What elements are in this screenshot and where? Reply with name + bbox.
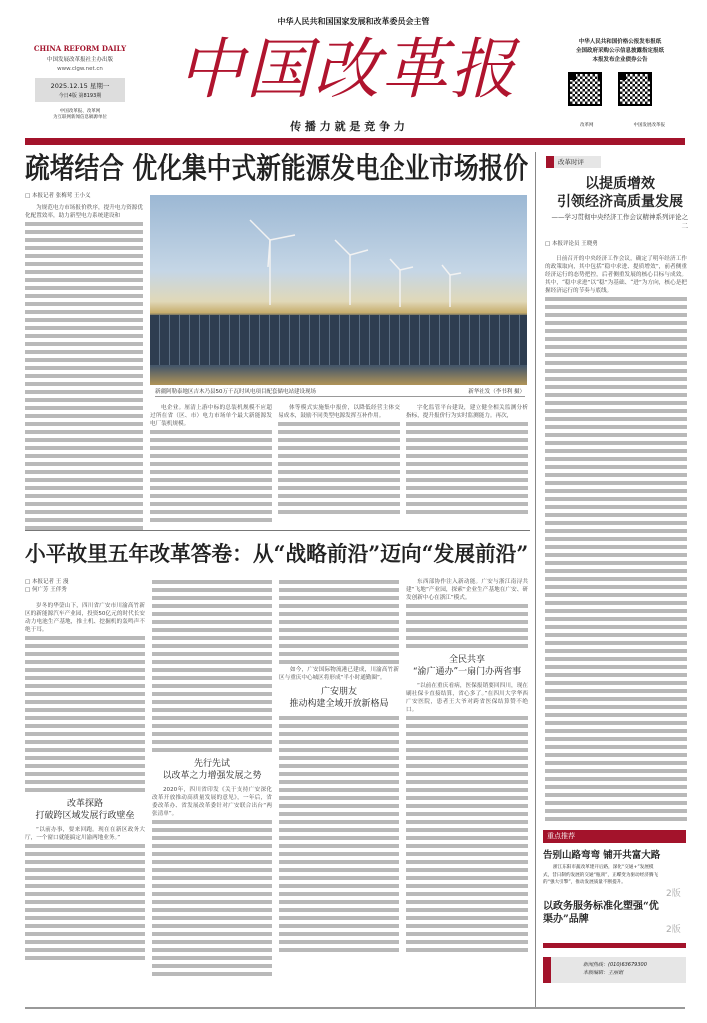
lead-intro: 为规范电力市场报价秩序，提升电力资源优化配置效率，助力新型电力系统建设和 xyxy=(25,205,143,219)
highlight-summary: 浙江东阳市蔬改革建开后路，深化“交通+”发展模式，昔日制约发展的交通“瓶颈”，正蝶变为驱动经济腾飞的“强大引擎”，推动发展质量不断提升。 xyxy=(543,865,659,885)
byline: □ 何广芳 王伴秀 xyxy=(25,587,67,593)
second-column-2 xyxy=(152,578,272,978)
second-headline-box xyxy=(25,537,530,571)
masthead-right xyxy=(555,38,685,65)
notice-line: 中华人民共和国价格公报发布报纸 xyxy=(578,39,662,45)
second-column-4 xyxy=(406,578,528,954)
lead-column-2 xyxy=(150,404,272,524)
commentary-headline: 以提质增效 引领经济高质量发展 xyxy=(557,176,683,210)
page-editor: 本版编辑：王丽娟 xyxy=(583,970,624,976)
issue-date: 2025.12.15 星期一 xyxy=(50,82,110,90)
photo-credit: 新华社发（李书利 摄） xyxy=(468,389,525,395)
date-box xyxy=(35,78,125,102)
second-headline: 小平故里五年改革答卷：从“战略前沿”迈向“发展前沿” xyxy=(25,541,529,566)
notice-line: 本报发布企业债券公告 xyxy=(592,57,648,63)
highlight-title[interactable]: 以政务服务标准化塑强“优渠办”品牌 xyxy=(543,901,659,925)
highlight-title[interactable]: 告别山路弯弯 铺开共富大路 xyxy=(543,850,661,861)
news-hotline: 新闻热线：(010)63679300 xyxy=(583,962,647,968)
paragraph: 东西部协作注入新动能。广安与浙江南浔共建“飞地”产业园，探索“企业生产基地在广安、研发创新中心在浙江”模式。 xyxy=(406,579,528,601)
english-name: CHINA REFORM DAILY xyxy=(33,44,127,53)
paragraph: 字化监管平台建设，建立健全相关监测分析指标，提升报价行为实时监测能力。再次， xyxy=(406,405,528,419)
photo-caption-row xyxy=(155,388,525,397)
subheading: 改革探路 打破跨区域发展行政壁垒 xyxy=(35,799,135,821)
website: www.clgw.net.cn xyxy=(57,66,103,72)
paragraph: 2020年，四川省印发《关于支持广安深化改革开放推动高质量发展的意见》，一年后，省委改革办、省发展改革委针对广安联合出台“两张清单”。 xyxy=(152,787,272,817)
highlights-divider xyxy=(543,943,686,948)
highlights-tag: 重点推荐 xyxy=(543,830,686,843)
supervisor-line: 中华人民共和国国家发展和改革委员会主管 xyxy=(277,16,430,26)
paragraph: 电企业。厘清上游中标的总装机规模不应超过所在省（区、市）电力市场单个最大新能源发电厂装机规模。 xyxy=(150,405,272,427)
commentary-body xyxy=(545,255,687,825)
paragraph: “以前在重庆看病，医保报销要回四川，现在刷社保卡直接结算，省心多了。”在四川大学华西广安医院，患者王大爷对跨省医保结算赞不绝口。 xyxy=(406,683,528,713)
source-line: 中国改革报、改革网 xyxy=(59,109,101,114)
paragraph: 岁冬的华蓥山下，四川省广安市川渝高竹新区的新能源汽车产业园，投资50亿元的时代长安动力电池生产基地，推土机、挖掘机的轰鸣声不绝于耳。 xyxy=(25,603,145,633)
second-column-1 xyxy=(25,578,145,962)
subheading: 先行先试 以改革之力增强发展之势 xyxy=(162,759,262,781)
footer-box xyxy=(543,957,686,983)
qr-code-reform-net[interactable] xyxy=(568,72,602,106)
issue-number: 今日4版 第8193期 xyxy=(58,93,102,99)
paragraph: 体等模式实施集中报价，以降低经营主体交易成本，鼓励不同类型电源发挥互补作用。 xyxy=(278,405,400,419)
paragraph: 日前召开的中央经济工作会议，确定了明年经济工作的政策取向，其中包括“稳中求进、提质增效”，前者侧重经济运行的态势把控，后者侧重发展的核心目标与成效。其中，“稳中求进”以“稳”为基础、“进”为方向，核心是把握经济运行的节奏与底线。 xyxy=(545,256,687,294)
lead-byline: □ 本报记者 张梅莺 王小义 xyxy=(25,193,91,199)
subheading: 广安朋友 推动构建全域开放新格局 xyxy=(289,687,389,709)
lead-photo xyxy=(150,195,527,385)
qr-code-newspaper[interactable] xyxy=(618,72,652,106)
commentary-subtitle: ——学习贯彻中央经济工作会议精神系列评论之二 xyxy=(551,213,688,230)
masthead-divider xyxy=(25,138,685,145)
lead-column-1 xyxy=(25,204,143,532)
lead-headline-box xyxy=(25,148,530,188)
photo-caption: 新疆阿勒泰地区吉木乃县50万千瓦时风电项目配套储电站建设现场 xyxy=(155,389,317,395)
lead-column-4 xyxy=(406,404,528,516)
lead-column-3 xyxy=(278,404,400,516)
publisher: 中国发展改革报社主办出版 xyxy=(46,57,113,63)
commentary-tag: 改革时评 xyxy=(546,156,601,168)
page-bottom-rule xyxy=(25,1007,685,1009)
masthead-left xyxy=(30,44,130,120)
slogan: 传 播 力 就 是 竞 争 力 xyxy=(290,120,405,133)
paragraph: “以前办事，要来回跑。现在在新区政务大厅，一个窗口就能搞定川渝两地业务。” xyxy=(25,827,145,841)
article-divider xyxy=(25,530,530,531)
source-line: 为互联网新闻信息稿源单位 xyxy=(53,115,107,120)
qr-label: 改革网 xyxy=(580,123,594,128)
byline: □ 本报记者 王 漫 xyxy=(25,579,69,585)
notice-line: 全国政府采购公示信息披露指定报纸 xyxy=(575,48,664,54)
column-rule xyxy=(535,152,536,1007)
qr-label: 中国发展改革报 xyxy=(633,123,665,128)
qr-labels xyxy=(560,122,685,128)
second-column-3 xyxy=(279,578,399,954)
paragraph: 如今，广安国际物流港已建成，川渝高竹新区与重庆中心城区将形成“半小时通勤圈”。 xyxy=(279,667,399,681)
commentary-byline: □ 本报评论员 王晓勇 xyxy=(545,241,598,247)
wind-turbines xyxy=(150,195,527,385)
subheading: 全民共享 “渝广通办”一扇门办两省事 xyxy=(412,655,522,677)
highlight-page[interactable]: 2版 xyxy=(666,925,681,935)
lead-headline: 疏堵结合 优化集中式新能源发电企业市场报价 xyxy=(25,151,529,185)
newspaper-logo: 中国改革报 xyxy=(177,31,518,108)
highlight-page[interactable]: 2版 xyxy=(666,889,681,899)
